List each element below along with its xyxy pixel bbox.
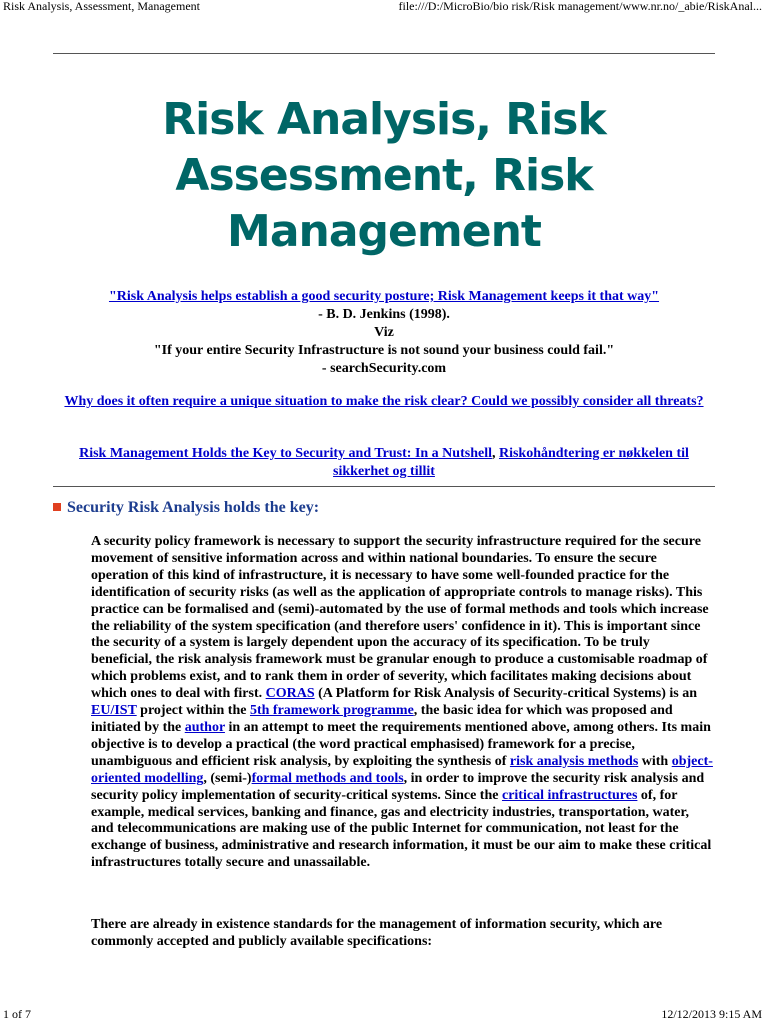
key-links-block [53,445,715,481]
quote-jenkins-author: - B. D. Jenkins (1998). [318,307,450,322]
eu-ist-link[interactable]: EU/IST [91,703,137,719]
norwegian-link[interactable]: Riskohåndtering er nøkkelen til sikkerhet og tillit [333,446,689,479]
formal-methods-link[interactable]: formal methods and tools [251,770,404,786]
quote-viz: Viz [374,325,394,340]
unique-situation-link[interactable]: Why does it often require a unique situation to make the risk clear? Could we possibly consider all threats? [64,394,704,409]
critical-infrastructures-link[interactable]: critical infrastructures [501,787,638,803]
paragraph-text: project within the [136,703,250,719]
body-paragraph-2: There are already in existence standards for the management of information security, which are commonly accepted and publicly available specifications: [91,917,663,949]
bullet-square-icon [53,503,61,511]
paragraph-text: , (semi-) [203,770,252,786]
paragraph-text: of, for example, medical services, banking and finance, gas and electricity industries, transportation, water, and telecommunications are making use of the public Internet for communication, not least for the exchange of business, administrative and research information, it must be our aim to make these critical infrastructures totally secure and unassailable. [91,787,712,871]
quote-searchsecurity: "If your entire Security Infrastructure is not sound your business could fail." [153,343,615,358]
unique-situation-block [53,393,715,411]
paragraph-text: in an attempt to meet the requirements mentioned above, among others. Its main objective is to develop a practical (the word practical emphasised) framework for a precise, unambiguous and efficient risk analysis, by exploiting the synthesis of [91,719,711,769]
page-count: 1 of 7 [3,1007,31,1021]
section-divider [53,486,715,487]
quote-searchsecurity-author: - searchSecurity.com [321,361,447,376]
link-separator: , [491,446,496,461]
paragraph-text: (A Platform for Risk Analysis of Security-critical Systems) is an [314,686,698,702]
print-header-title: Risk Analysis, Assessment, Management [3,0,200,13]
author-link[interactable]: author [184,719,225,735]
paragraph-text: A security policy framework is necessary to support the security infrastructure required for the secure movement of sensitive information across and within national boundaries. To ensure the secure operation of this kind of infrastructure, it is necessary to have some well-founded practice for the identification of security risks (as well as the application of appropriate controls to manage risks). This practice can be formalised and (semi)-automated by the use of formal methods and tools which increase the reliability of the system specification (and therefore users' confidence in it). This is important since the security of a system is largely dependent upon the accuracy of its specification. To be truly beneficial, the risk analysis framework must be granular enough to produce a customisable roadmap of which problems exist, and to rank them in order of severity, which facilitates making decisions about which ones to deal with first. [91,534,709,702]
paragraph-text: , in order to improve the security risk analysis and security policy implementation of security-critical systems. Since the [91,770,705,803]
object-oriented-modelling-link[interactable]: object-oriented modelling [91,753,713,786]
risk-analysis-methods-link[interactable]: risk analysis methods [509,753,639,769]
coras-link[interactable]: CORAS [265,686,315,702]
print-header [0,0,768,16]
paragraph-text: , the basic idea for which was proposed and initiated by the [91,703,673,735]
paragraph-text: with [638,753,672,769]
fifth-framework-link[interactable]: 5th framework programme [249,703,414,719]
page-title: Risk Analysis, Risk Assessment, Risk Management [162,94,606,257]
nutshell-link[interactable]: Risk Management Holds the Key to Security and Trust: In a Nutshell [79,446,492,461]
print-timestamp: 12/12/2013 9:15 AM [661,1007,762,1021]
section-heading [53,498,715,518]
quote-jenkins-link[interactable]: "Risk Analysis helps establish a good security posture; Risk Management keeps it that way" [108,289,660,304]
body-paragraph-1 [91,534,713,872]
section-heading-text: Security Risk Analysis holds the key: [67,499,320,516]
print-header-url: file:///D:/MicroBio/bio risk/Risk management/www.nr.no/_abie/RiskAnal... [398,0,762,13]
quotes-block [53,288,715,378]
top-divider [53,53,715,54]
